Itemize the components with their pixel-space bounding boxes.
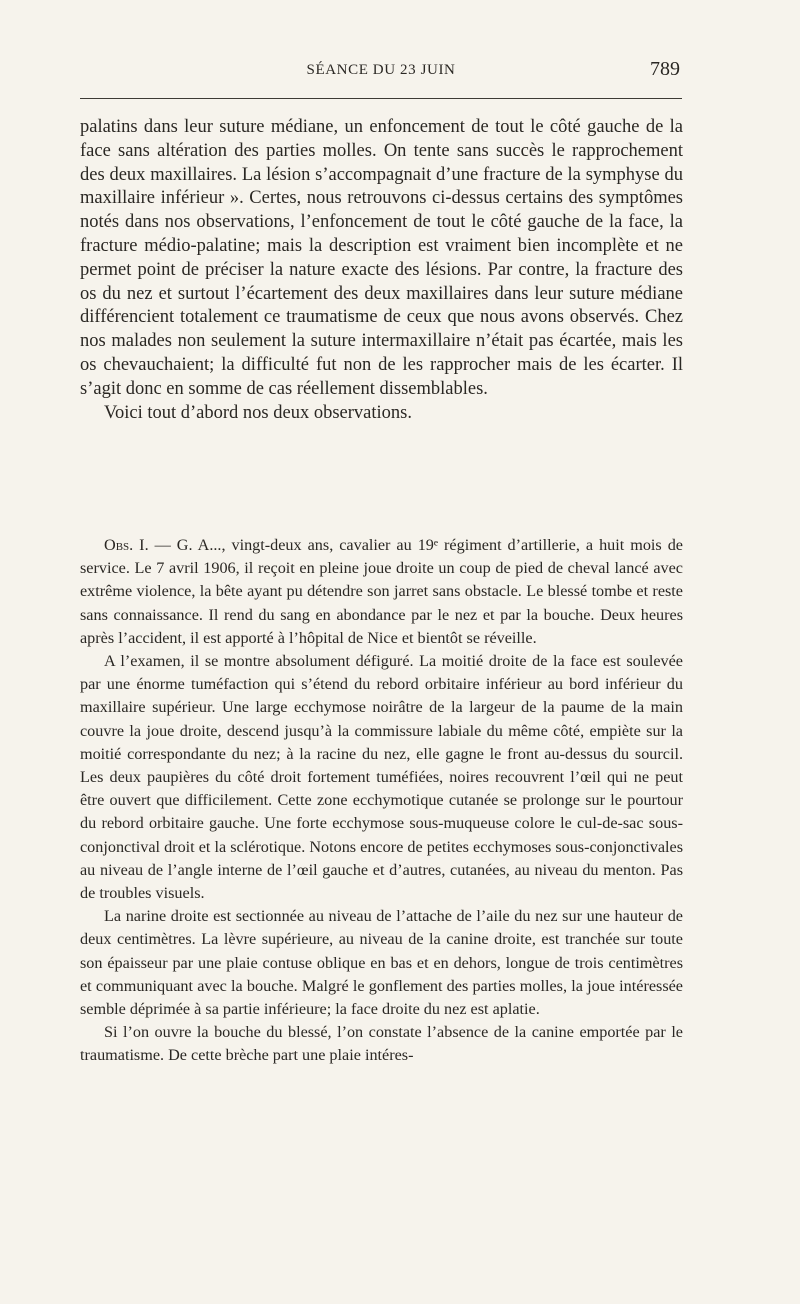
observation-paragraph-1 (80, 534, 683, 650)
observation-paragraph-2: A l’examen, il se montre absolument défiguré. La moitié droite de la face est soulevée par une énorme tuméfaction qui s’étend du rebord orbitaire inférieur au bord inférieur du maxillaire supérieur. Une large ecchymose noirâtre de la largeur de la paume de la main couvre la joue droite, descend jusqu’à la commissure labiale du même côté, empiète sur la moitié correspondante du nez; à la racine du nez, elle gagne le front au-dessus du sourcil. Les deux paupières du côté droit fortement tuméfiées, noires recouvrent l’œil qui ne peut être ouvert que difficilement. Cette zone ecchymotique cutanée se prolonge sur le pourtour du rebord orbitaire gauche. Une forte ecchymose sous-muqueuse colore le cul-de-sac sous-conjonctival droit et la sclérotique. Notons encore de petites ecchymoses sous-conjonctivales au niveau de l’angle interne de l’œil gauche et d’autres, cutanées, au niveau du menton. Pas de troubles visuels. (80, 652, 683, 903)
observation-heading: Obs. I. (104, 536, 149, 554)
page-header (80, 58, 682, 88)
observation-paragraph-1-text: — G. A..., vingt-deux ans, cavalier au 19ᵉ régiment d’artillerie, a huit mois de service. Le 7 avril 1906, il reçoit en pleine joue droite un coup de pied de cheval lancé avec extrême violence, la bête ayant pu détendre son jarret sans obstacle. Le blessé tombe et reste sans connaissance. Il rend du sang en abondance par le nez et par la bouche. Deux heures après l’accident, il est apporté à l’hôpital de Nice et bientôt se réveille. (80, 536, 683, 647)
observation-section (80, 534, 683, 1068)
observation-paragraph-4: Si l’on ouvre la bouche du blessé, l’on constate l’absence de la canine emportée par le traumatisme. De cette brèche part une plaie intéres- (80, 1023, 683, 1065)
paragraph-continuation: palatins dans leur suture médiane, un enfoncement de tout le côté gauche de la face sans altération des parties molles. On tente sans succès le rapprochement des deux maxillaires. La lésion s’accompagnait d’une fracture de la symphyse du maxillaire inférieur ». Certes, nous retrouvons ci-dessus certains des symptômes notés dans nos observations, l’enfoncement de tout le côté gauche de la face, la fracture médio-palatine; mais la description est vraiment bien incomplète et ne permet point de préciser la nature exacte des lésions. Par contre, la fracture des os du nez et surtout l’écartement des deux maxillaires dans leur suture médiane différencient totalement ce traumatisme de ceux que nous avons observés. Chez nos malades non seulement la suture intermaxillaire n’était pas écartée, mais les os chevauchaient; la difficulté fut non de les rapprocher mais de les écarter. Il s’agit donc en somme de cas réellement dissemblables. (80, 117, 683, 399)
header-rule (80, 98, 682, 99)
running-title: SÉANCE DU 23 JUIN (306, 62, 456, 78)
paragraph-intro-observations: Voici tout d’abord nos deux observations. (104, 402, 412, 423)
observation-paragraph-3: La narine droite est sectionnée au niveau de l’attache de l’aile du nez sur une hauteur de deux centimètres. La lèvre supérieure, au niveau de la canine droite, est tranchée sur toute son épaisseur par une plaie contuse oblique en bas et en dehors, longue de trois centimètres et communiquant avec la bouche. Malgré le gonflement des parties molles, la joue intéressée semble déprimée à sa partie inférieure; la face droite du nez est aplatie. (80, 907, 683, 1019)
page-number: 789 (650, 58, 680, 80)
main-text (80, 116, 683, 425)
